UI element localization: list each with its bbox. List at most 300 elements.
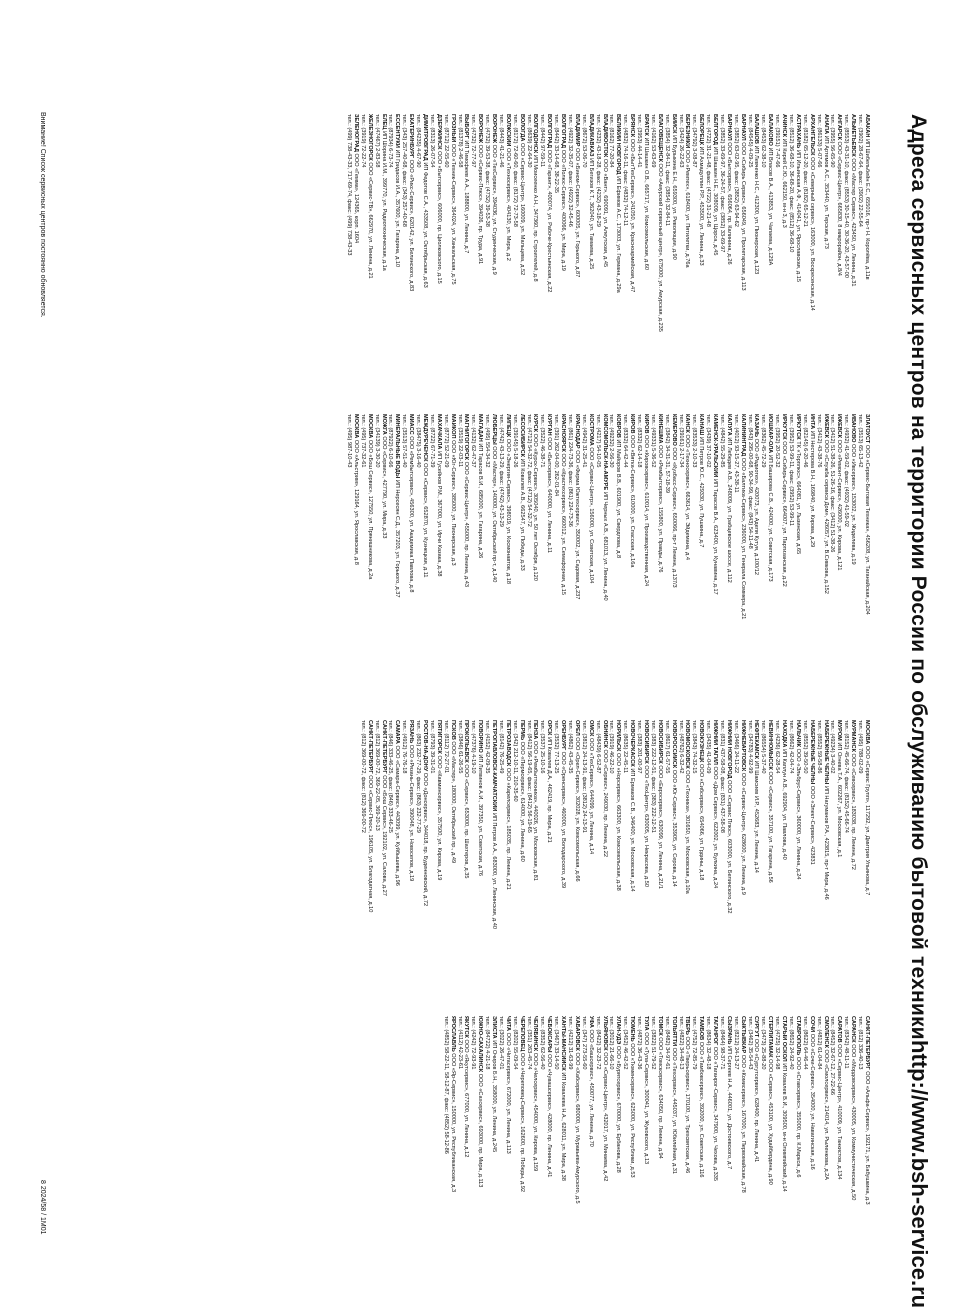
city-name: ПСКОВ: [449, 720, 456, 740]
address-entry: [794, 1016, 801, 1298]
address-text: ООО «Смолсервис», 214014, ул. Рыленкова, д.2А: [822, 1048, 829, 1180]
address-entry: [815, 114, 822, 396]
address-entry: [732, 414, 739, 696]
city-name: КАЛУГА: [725, 414, 732, 436]
address-text: тел.: (3522) 46-38-71: [539, 414, 546, 468]
address-text: тел.: (83533) 2-10-33: [691, 414, 698, 468]
city-name: ЙОШКАР-ОЛА: [767, 414, 774, 454]
address-text: ООО «Сервис», 357100, ул. Гагарина, д.56: [767, 769, 774, 883]
address-entry: [463, 414, 470, 696]
address-text: ООО «Сервис-Центр», 432017, ул. Минаева, д.42: [601, 1050, 608, 1182]
address-text: тел.: (3022) 26-47-01: [497, 1016, 504, 1070]
address-text: тел.: (4722) 31-21-48, факс: (4722) 31-21-48: [705, 114, 712, 227]
address-entry: [801, 114, 808, 396]
city-name: КОМСОМОЛЬСК-НА-АМУРЕ: [601, 414, 608, 491]
address-entry: [587, 720, 594, 1002]
address-entry: [504, 414, 511, 696]
address-entry: [760, 720, 767, 1002]
address-entry: [760, 114, 767, 396]
city-name: ТВЕРЬ: [684, 1016, 691, 1035]
address-entry: [863, 720, 870, 1002]
address-entry: [532, 114, 539, 396]
address-text: тел.: (8443) 41-21-46: [497, 114, 504, 168]
address-entry: [780, 414, 787, 696]
address-entry: [504, 720, 511, 1002]
city-name: МОСКВА: [864, 720, 870, 745]
city-name: МАЙКОП: [449, 414, 456, 439]
city-name: ВЫБОРГ: [463, 114, 470, 139]
address-text: ООО «Бытсервис», 640000, ул. Ленина, д.11: [546, 435, 553, 554]
page-title: Адреса сервисных центров на территории России по обслуживанию бытовой техники: [907, 114, 930, 1040]
address-entry: [787, 1016, 794, 1298]
address-text: ООО «Сервис-Центр», 455000, пр. Ленина, д.43: [463, 460, 470, 587]
address-entry: [760, 1016, 767, 1298]
address-entry: [863, 114, 870, 396]
address-entry: [532, 414, 539, 696]
address-entry: [566, 720, 573, 1002]
address-text: тел.: (8152) 45-66-74, факс: (8152) 45-66-74: [843, 720, 850, 833]
address-text: тел.: (4922) 32-35-07, факс: (4922) 32-45-46: [567, 114, 574, 227]
city-name: ТЮМЕНЬ: [629, 1016, 636, 1042]
address-text: тел.: (81378) 2-46-58: [456, 114, 463, 168]
address-text: тел.: (86554) 5-37-40: [760, 720, 767, 774]
address-text: ООО «Амурский сервисный центр», 675000, ул. Амурская, д.235: [656, 162, 663, 332]
address-entry: [822, 1016, 829, 1298]
address-text: ИП Ковалев В.И., 309500, м-н Олимпийский, д.14: [781, 1061, 788, 1192]
address-text: ООО «Комисервис», 167000, ул. Первомайская, д.78: [739, 1053, 746, 1193]
address-text: тел.: (49234) 3-40-02: [829, 720, 836, 774]
address-entry: [559, 720, 566, 1002]
address-text: ООО «Пермсервис», 614000, ул. Ленина, д.60: [518, 740, 525, 862]
city-name: НИЖНИЙ ТАГИЛ: [712, 720, 719, 765]
address-text: тел.: (8712) 22-55-60: [442, 114, 449, 168]
address-text: ООО «Якутсервис», 677000, ул. Ленина, д.12: [463, 1037, 470, 1158]
address-text: ИП Нагуманов Р.А., 423815, пр-т Мира, д.46: [822, 784, 829, 900]
address-text: тел.: (8422) 32-23-72: [594, 1016, 601, 1070]
city-name: ЛИПЕЦК: [504, 414, 511, 438]
address-text: тел.: (4152) 42-09-35: [484, 720, 491, 774]
address-text: тел.: (3846) 61-26-55: [456, 720, 463, 774]
address-entry: [746, 720, 753, 1002]
update-notice: Внимание! Список сервисных центров постоянно обновляется.: [39, 112, 46, 318]
city-name: ИРКУТСК: [794, 414, 801, 440]
city-name: АЧИНСК: [781, 114, 788, 138]
address-entry: [801, 414, 808, 696]
address-text: тел.: (4242) 72-93-91: [470, 1016, 477, 1070]
address-entry: [746, 414, 753, 696]
address-text: ООО «Энергия-Сервис», 398019, ул. Космонавтов, д.18: [504, 437, 511, 584]
address-entry: [373, 720, 380, 1002]
address-entry: [725, 114, 732, 396]
city-name: ТУЛА: [643, 1016, 649, 1031]
address-text: ООО «Сахсервис», 693000, пр. Мира, д.113: [477, 1072, 484, 1188]
city-name: БАРНАУЛ: [739, 114, 746, 141]
address-entry: [559, 1016, 566, 1298]
address-text: тел.: (8142) 76-25-49: [497, 720, 504, 774]
address-entry: [822, 720, 829, 1002]
address-entry: [421, 414, 428, 696]
address-entry: [476, 414, 483, 696]
city-name: ВОРОНЕЖ: [477, 114, 484, 144]
city-name: АРХАНГЕЛЬСК: [808, 114, 815, 156]
address-entry: [580, 114, 587, 396]
address-text: тел.: (39161) 2-17-34: [677, 414, 684, 468]
city-name: ЯКУТСК: [463, 1016, 470, 1038]
address-entry: [380, 114, 387, 396]
city-name: БЕРЕЗНИКИ: [684, 114, 691, 149]
address-text: ООО «Самара-Сервис», 443099, ул. Куйбышева, д.96: [394, 743, 401, 886]
address-text: тел.: (8617) 61-57-55: [663, 720, 670, 774]
address-text: ООО «Сервис Групп», 117292, ул. Дмитрия Ульянова, д.7: [864, 744, 870, 896]
address-text: ООО «Техника», 301650, ул. Московская, д.10а: [684, 768, 691, 894]
city-name: ВОЛГОДОНСК: [532, 114, 539, 154]
address-entry: [449, 114, 456, 396]
address-text: тел.: (351) 263-45-74: [525, 1016, 532, 1070]
address-text: ИП Майоров В.В., 601900, ул. Свердлова, д.8: [615, 437, 622, 559]
address-text: тел.: (8793) 39-31-01: [428, 720, 435, 774]
address-entry: [587, 414, 594, 696]
address-entry: [621, 114, 628, 396]
address-entry: [684, 1016, 691, 1298]
address-text: тел.: (8112) 72-27-01: [442, 720, 449, 774]
address-entry: [856, 1016, 863, 1298]
address-entry: [601, 414, 608, 696]
address-text: ИП Бурыкина Е.Н., 659300, ул. Революции, д.90: [670, 133, 677, 260]
address-entry: [808, 114, 815, 396]
address-text: тел.: (3435) 41-04-09: [705, 720, 712, 774]
city-name: САНКТ-ПЕТЕРБУРГ: [864, 1016, 870, 1070]
city-name: НОВОЧЕРКАССК: [629, 720, 636, 767]
address-entry: [469, 1016, 476, 1298]
address-text: тел.: (8652) 24-92-40: [788, 1016, 795, 1070]
address-entry: [545, 720, 552, 1002]
address-text: тел.: (4232) 43-18-28, факс: (4232) 43-18-29: [594, 114, 601, 227]
address-entry: [725, 414, 732, 696]
city-name: МУРОМ: [836, 720, 843, 741]
address-text: ООО «Бош Сервис», 127550, ул. Прянишникова, д.2а: [366, 438, 373, 580]
address-text: тел.: (3902) 28-67-64, факс: (3902) 22-55-64: [857, 114, 864, 227]
address-entry: [456, 720, 463, 1002]
city-name: ОРЕЛ: [573, 720, 580, 736]
address-text: тел.: (3854) 32-84-11, факс: (3854) 32-84-11: [663, 114, 670, 226]
address-text: ИП Очиров Б.Н., 358000, ул. Ленина, д.245: [491, 1038, 498, 1153]
address-text: тел.: (8662) 42-04-74: [788, 720, 795, 774]
city-name: САРАТОВ: [836, 1016, 843, 1043]
address-entry: [863, 414, 870, 696]
address-text: ИП Ковалева Н.А., 628011, ул. Мира, д.38: [560, 1070, 567, 1181]
address-text: тел.: (3532) 77-13-25: [553, 720, 560, 774]
address-text: ИП Ахмадуллин Р.Р., 453500, ул. Ленина, д.33: [698, 145, 705, 266]
city-name: СТАВРОПОЛЬ: [794, 1016, 801, 1056]
address-entry: [449, 720, 456, 1002]
address-text: тел.: (8672) 53-06-70: [580, 114, 587, 168]
address-text: тел.: (39151) 7-47-66: [774, 114, 781, 168]
city-name: ЧИТА: [504, 1016, 511, 1032]
address-text: ООО «Рембыттехника», 440026, ул. Московская, д.81: [532, 739, 539, 881]
address-entry: [829, 720, 836, 1002]
address-entry: [483, 720, 490, 1002]
address-entry: [856, 114, 863, 396]
address-text: тел.: (8552) 59-58-86: [815, 720, 822, 774]
address-text: ИП Каплун А.В., 692904, ул. Павлова, д.40: [781, 747, 788, 860]
address-entry: [829, 114, 836, 396]
address-text: ООО «Череповец-Сервис», 162600, пр. Победы, д.92: [518, 1051, 525, 1193]
address-entry: [580, 1016, 587, 1298]
city-name: ОРСК: [546, 720, 553, 736]
city-name: МОСКВА: [366, 414, 373, 439]
address-text: тел.: (8453) 62-38-10: [760, 114, 767, 168]
address-text: тел.: (39145) 5-18-26: [511, 414, 518, 468]
address-text: тел.: (8202) 55-09-54: [511, 1016, 518, 1070]
address-text: ООО «ТехЦентр», 630005, ул. Некрасова, д.50: [643, 763, 649, 887]
address-entry: [642, 114, 649, 396]
city-name: БЛАГОВЕЩЕНСК: [656, 114, 663, 162]
address-text: тел.: (49232) 2-56-30: [608, 414, 615, 468]
address-entry: [380, 414, 387, 696]
city-name: НИЖНИЙ НОВГОРОД: [725, 720, 732, 779]
address-text: тел.: (3842) 34-31-31, 57-18-39: [663, 414, 670, 493]
address-entry: [621, 414, 628, 696]
address-text: ИП Ковалев А.В., 662547, ул. Победы, д.33: [518, 457, 525, 571]
address-entry: [497, 720, 504, 1002]
address-text: тел.: (495) 987-10-43: [346, 414, 353, 468]
address-entry: [400, 414, 407, 696]
address-column-3: [70, 720, 870, 1002]
address-entry: [476, 114, 483, 396]
address-entry: [849, 1016, 856, 1298]
city-name: НАЛЬЧИК: [794, 720, 801, 748]
address-entry: [815, 1016, 822, 1298]
address-entry: [504, 114, 511, 396]
address-entry: [608, 1016, 615, 1298]
city-name: ПЕТРОЗАВОДСК: [504, 720, 511, 767]
city-name: ЕССЕНТУКИ: [394, 114, 401, 148]
address-text: ООО «Донсервис», 344018, пр. Буденновский, д.72: [422, 771, 428, 907]
address-text: тел.: (8172) 72-60-60, факс: (8172) 72-73-58: [511, 114, 518, 227]
address-text: ООО «Сочи-Сервис», 354000, ул. Навагинская, д.16: [808, 1032, 815, 1170]
city-name: ТОМСК: [656, 1016, 663, 1036]
address-text: тел.: (8553) 43-31-10, факс: (8553) 30-15-40, 30-36-20, 43-57-00: [843, 114, 850, 278]
address-entry: [690, 1016, 697, 1298]
address-entry: [822, 114, 829, 396]
address-entry: [400, 114, 407, 396]
address-entry: [525, 114, 532, 396]
address-entry: [656, 1016, 663, 1298]
city-name: КРАСНОЯРСК: [560, 414, 567, 452]
address-entry: [718, 720, 725, 1002]
address-text: ООО «Служба сервиса Дом», 426057, ул. В.Сивкова, д.152: [822, 438, 829, 594]
address-entry: [670, 114, 677, 396]
address-entry: [614, 414, 621, 696]
address-entry: [656, 114, 663, 396]
document-number: 8 2024/58 / 1M01: [39, 1180, 46, 1235]
address-entry: [670, 1016, 677, 1298]
address-entry: [345, 414, 352, 696]
address-text: ООО «Карелсервис», 185035, пр. Ленина, д.21: [504, 766, 511, 890]
address-entry: [573, 720, 580, 1002]
address-entry: [642, 414, 649, 696]
city-name: СЫКТЫВКАР: [739, 1016, 746, 1054]
address-entry: [649, 1016, 656, 1298]
address-entry: [766, 720, 773, 1002]
address-entry: [614, 720, 621, 1002]
address-entry: [718, 1016, 725, 1298]
address-text: ООО «Хабсервис», 680000, ул. Муравьева-Амурского, д.5: [573, 1050, 580, 1204]
address-entry: [518, 720, 525, 1002]
address-text: ООО «Полюс-Сервис», 400066, ул. Мира, д.19: [560, 148, 567, 271]
address-entry: [463, 1016, 470, 1298]
address-entry: [359, 114, 366, 396]
address-text: ИП Черных А.В., 681013, ул. Ленина, д.40: [601, 490, 608, 601]
address-entry: [352, 114, 359, 396]
city-name: СОЧИ: [808, 1016, 815, 1033]
address-text: тел.: (48762) 6-32-42: [677, 720, 684, 774]
address-entry: [829, 1016, 836, 1298]
address-text: ИП Тарасов В.И., 685000, ул. Гагарина, д.26: [477, 441, 484, 559]
address-entry: [366, 720, 373, 1002]
address-entry: [435, 114, 442, 396]
address-entry: [373, 114, 380, 396]
address-text: ООО «Севсервис», 183038, пр. Ленина, д.72: [850, 752, 857, 870]
address-text: ИП Петров Ю.С., 429330, ул. Пушкина, д.7: [698, 435, 705, 548]
address-text: ООО «Сервис», 652870, ул. Кузнецкая, д.11: [422, 461, 428, 578]
city-name: КАЛИНИНГРАД: [739, 414, 746, 457]
address-text: ИП Моисеенко А.Н., 347360, пр. Строителей, д.8: [532, 153, 539, 282]
city-name: МИАСС: [408, 414, 415, 435]
city-name: АНАПА: [822, 114, 829, 135]
address-text: тел.: (495) 554-34-32: [484, 414, 491, 468]
address-text: тел.: (8352) 62-56-40: [539, 1016, 546, 1070]
address-text: ООО «Челсервис», 454000, ул. Кирова, д.159: [532, 1051, 539, 1172]
address-text: тел.: (84235) 4-67-90: [415, 114, 422, 168]
address-text: тел.: (4812) 61-04-84: [815, 1016, 822, 1070]
address-entry: [635, 720, 642, 1002]
city-name: САНКТ-ПЕТЕРБУРГ: [380, 720, 387, 774]
address-entry: [718, 414, 725, 696]
address-text: тел.: (863) 232-77-29, факс: (863) 232-77-29: [415, 720, 422, 833]
address-text: ООО «Бурятсервис», 670000, ул. Ербанова, д.28: [615, 1044, 622, 1173]
address-text: тел.: (3467) 33-14-50: [553, 1016, 560, 1070]
city-name: ПЕРМЬ: [518, 720, 525, 741]
address-entry: [711, 720, 718, 1002]
address-entry: [773, 1016, 780, 1298]
address-text: ТК «Торплюс», 664081, ул. Лызинская, д.65: [794, 439, 801, 555]
address-text: ООО «Сервис-Центр», 628600, ул. Ленина, д.9: [739, 771, 746, 895]
address-text: ООО «Фирма Южтехсервис», 350002, ул. Садовая, д.237: [573, 448, 580, 600]
address-text: тел.: (4822) 34-48-13: [677, 1016, 684, 1070]
address-text: тел.: (4236) 62-28-54: [774, 720, 781, 774]
address-text: тел.: (843) 295-00-68, 90-34-99, факс: (843) 54-11-48: [746, 414, 753, 549]
address-entry: [414, 114, 421, 396]
address-text: ИП Левченко Н.С., 412300, ул. Пионерская, д.123: [753, 143, 760, 275]
address-entry: [594, 414, 601, 696]
address-text: тел.: (4712) 54-32-72, факс: (4712) 54-32-72: [525, 414, 532, 527]
address-text: тел.: (3952) 53-99-11, факс: (3952) 53-99-11: [788, 414, 795, 526]
address-text: ИП Шорина И.М., 399770, ул. Радиотехническая, д.1а: [380, 129, 387, 271]
city-name: КИРОВ: [629, 414, 636, 434]
address-entry: [490, 1016, 497, 1298]
address-entry: [407, 414, 414, 696]
city-name: АСТРАХАНЬ: [794, 114, 801, 149]
address-text: ИП Артемов А.С., 353440, ул. Терская, д.73: [822, 134, 829, 249]
address-text: тел.: (846) 333-46-25, факс: (846) 333-46-25: [387, 720, 394, 833]
address-entry: [711, 114, 718, 396]
city-name: КАМЕНСК-УРАЛЬСКИЙ: [712, 414, 719, 478]
address-text: ООО «Бош Сервис», 192102, ул. Салова, д.27: [380, 773, 387, 896]
address-text: тел.: (4932) 41-59-02, факс: (4932) 41-59-02: [843, 414, 850, 527]
address-text: тел.: (831) 437-58-08, факс: (831) 437-58-08: [718, 720, 725, 833]
address-entry: [393, 114, 400, 396]
address-entry: [539, 414, 546, 696]
address-text: тел.: (8313) 26-07-54: [428, 114, 435, 168]
address-entry: [697, 114, 704, 396]
address-entry: [387, 114, 394, 396]
address-entry: [649, 720, 656, 1002]
address-text: тел.: (3919) 72-22-74: [359, 114, 366, 168]
address-entry: [456, 1016, 463, 1298]
address-entry: [428, 114, 435, 396]
address-text: ИП Нерсесян С.Д., 357203, ул. Горького, д.37: [394, 478, 401, 598]
address-text: ООО «Курск-Сервис», 305040, ул. 50 лет Октября, д.120: [532, 432, 539, 581]
address-text: ООО «ТехСервис», 394036, ул. Студенческая, д.9: [491, 143, 498, 275]
address-entry: [766, 1016, 773, 1298]
address-text: тел.: (4162) 53-63-69: [649, 114, 656, 168]
address-entry: [442, 720, 449, 1002]
address-entry: [835, 720, 842, 1002]
address-text: тел.: (49331) 5-36-52: [649, 414, 656, 468]
address-entry: [656, 720, 663, 1002]
address-entry: [677, 414, 684, 696]
address-entry: [380, 720, 387, 1002]
address-entry: [842, 114, 849, 396]
address-text: тел.: (47376) 4-19-10: [470, 720, 477, 774]
address-entry: [566, 414, 573, 696]
address-text: ООО «Тамбовсервис», 392000, ул. Советская, д.116: [698, 1040, 705, 1178]
address-entry: [753, 414, 760, 696]
address-entry: [594, 720, 601, 1002]
address-entry: [393, 414, 400, 696]
address-text: тел.: (38475) 3-16-40: [415, 414, 422, 468]
address-entry: [863, 1016, 870, 1298]
address-entry: [539, 1016, 546, 1298]
address-text: ИП Сергеев Н.А., 446001, ул. Достоевского, д.7: [725, 1044, 732, 1170]
address-entry: [835, 114, 842, 396]
address-entry: [711, 414, 718, 696]
city-name: ЕЛЕЦ: [380, 114, 387, 130]
city-name: ЮЖНО-САХАЛИНСК: [477, 1016, 484, 1073]
address-text: тел.: (3519) 22-03-11: [456, 414, 463, 468]
address-entry: [684, 720, 691, 1002]
address-text: ООО «Ремтех», 618400, ул. Пятилетки, д.76а: [684, 148, 691, 268]
address-entry: [456, 414, 463, 696]
city-name: НАБЕРЕЖНЫЕ ЧЕЛНЫ: [808, 720, 815, 785]
city-name: СТЕРЛИТАМАК: [767, 1016, 774, 1058]
address-entry: [594, 114, 601, 396]
address-entry: [587, 1016, 594, 1298]
address-text: ООО «Гемма», 124365, корп. 1604: [352, 151, 359, 244]
address-entry: [780, 114, 787, 396]
address-entry: [628, 114, 635, 396]
address-text: тел.: (84722) 4-21-18: [484, 1016, 491, 1070]
address-text: тел.: (48439) 6-52-87: [594, 720, 601, 774]
city-name: ВЛАДИКАВКАЗ: [587, 114, 594, 157]
address-entry: [352, 414, 359, 696]
city-name: ТАГАНРОГ: [712, 1016, 719, 1046]
website-url[interactable]: http://www.bsh-service.ru: [907, 1040, 932, 1309]
address-entry: [469, 414, 476, 696]
address-entry: [725, 720, 732, 1002]
address-entry: [801, 720, 808, 1002]
